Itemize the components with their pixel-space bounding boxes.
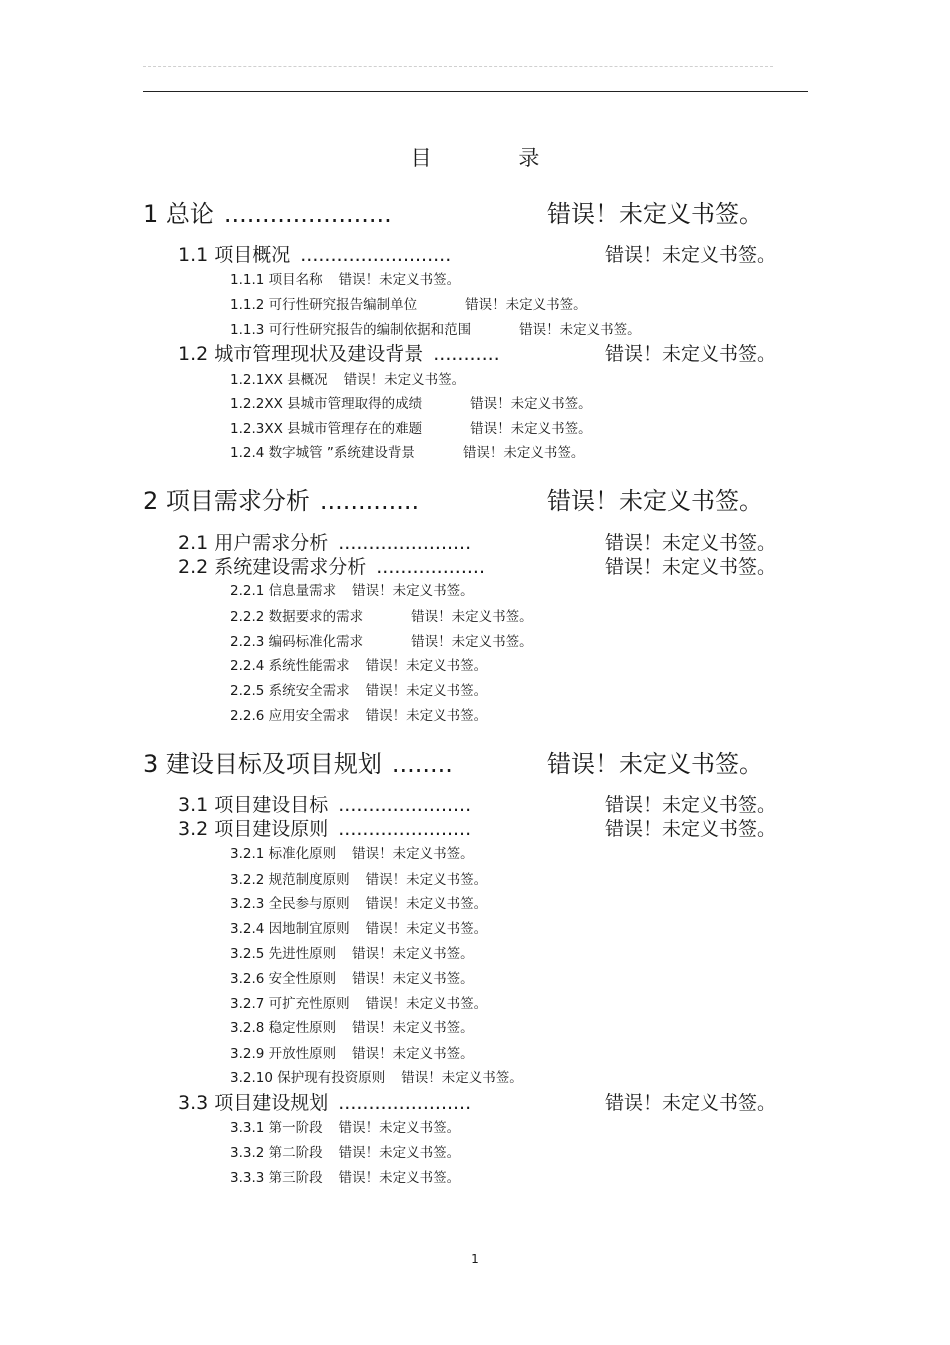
page-number: 1 — [471, 1252, 479, 1266]
toc-page-ref: 错误！未定义书签。 — [411, 609, 533, 625]
toc-entry-3-2-8[interactable] — [230, 1022, 474, 1036]
toc-entry-3-2-3[interactable] — [230, 898, 487, 912]
toc-page-ref: 错误！未定义书签。 — [352, 971, 474, 987]
toc-entry-3-2-5[interactable] — [230, 948, 474, 962]
toc-page-ref: 错误！未定义书签。 — [365, 708, 488, 724]
toc-entry-2-2-4[interactable] — [230, 660, 487, 674]
toc-page-ref: 错误！未定义书签。 — [547, 487, 763, 515]
toc-leader-dots: ...................... — [338, 532, 472, 554]
toc-entry-label: 3.2.5 先进性原则 — [230, 946, 337, 962]
toc-entry-3-3[interactable] — [178, 1092, 777, 1114]
toc-page-ref: 错误！未定义书签。 — [352, 846, 474, 862]
toc-page-ref: 错误！未定义书签。 — [547, 750, 763, 778]
toc-leader-dots: ...................... — [338, 794, 472, 816]
toc-entry-3-3-2[interactable] — [230, 1147, 460, 1161]
toc-leader-dots: .................. — [376, 556, 485, 578]
toc-entry-3[interactable] — [143, 750, 763, 778]
toc-entry-label: 1.2.2XX 县城市管理取得的成绩 — [230, 396, 423, 412]
toc-page-ref: 错误！未定义书签。 — [605, 794, 777, 816]
toc-entry-label: 1 总论 — [143, 200, 214, 228]
toc-entry-label: 2.2.6 应用安全需求 — [230, 708, 350, 724]
toc-entry-3-2-6[interactable] — [230, 973, 474, 987]
toc-entry-label: 2.2.2 数据要求的需求 — [230, 609, 364, 625]
toc-entry-2-2-5[interactable] — [230, 685, 487, 699]
toc-entry-1-1-3[interactable] — [230, 324, 641, 338]
toc-page-ref: 错误！未定义书签。 — [401, 1070, 523, 1086]
toc-entry-3-2-2[interactable] — [230, 874, 487, 888]
toc-page-ref: 错误！未定义书签。 — [605, 818, 777, 840]
toc-page-ref: 错误！未定义书签。 — [352, 583, 474, 599]
toc-page-ref: 错误！未定义书签。 — [605, 1092, 777, 1114]
toc-page-ref: 错误！未定义书签。 — [605, 556, 777, 578]
toc-entry-label: 3.2.3 全民参与原则 — [230, 896, 350, 912]
toc-entry-label: 1.1.1 项目名称 — [230, 272, 323, 288]
toc-page-ref: 错误！未定义书签。 — [519, 322, 641, 338]
toc-page-ref: 错误！未定义书签。 — [465, 297, 587, 313]
toc-entry-3-3-1[interactable] — [230, 1122, 460, 1136]
toc-page-ref: 错误！未定义书签。 — [470, 421, 592, 437]
toc-entry-2-2-3[interactable] — [230, 636, 533, 650]
toc-page-ref: 错误！未定义书签。 — [411, 634, 533, 650]
toc-entry-label: 3 建设目标及项目规划 — [143, 750, 382, 778]
toc-page-ref: 错误！未定义书签。 — [605, 244, 777, 266]
header-dotted-line — [143, 66, 773, 67]
toc-entry-3-2-10[interactable] — [230, 1072, 523, 1086]
toc-page-ref: 错误！未定义书签。 — [547, 200, 763, 228]
toc-leader-dots: ............. — [319, 487, 420, 515]
toc-entry-label: 3.3.3 第三阶段 — [230, 1170, 323, 1186]
toc-entry-label: 3.3.1 第一阶段 — [230, 1120, 323, 1136]
toc-title: 目 录 — [410, 146, 580, 170]
toc-leader-dots: ...................... — [338, 818, 472, 840]
toc-entry-3-2-4[interactable] — [230, 923, 487, 937]
toc-page-ref: 错误！未定义书签。 — [352, 946, 474, 962]
toc-page-ref: 错误！未定义书签。 — [365, 658, 488, 674]
toc-entry-2-2-1[interactable] — [230, 585, 474, 599]
toc-entry-label: 1.2 城市管理现状及建设背景 — [178, 343, 424, 365]
toc-page-ref: 错误！未定义书签。 — [462, 445, 585, 461]
toc-entry-1-2[interactable] — [178, 343, 777, 365]
toc-page-ref: 错误！未定义书签。 — [338, 1145, 461, 1161]
toc-entry-label: 3.2.9 开放性原则 — [230, 1046, 337, 1062]
toc-entry-2-2-6[interactable] — [230, 710, 487, 724]
toc-entry-3-2-7[interactable] — [230, 998, 487, 1012]
toc-page-ref: 错误！未定义书签。 — [352, 1020, 474, 1036]
toc-entry-label: 3.2 项目建设原则 — [178, 818, 329, 840]
toc-entry-3-1[interactable] — [178, 794, 777, 816]
toc-page-ref: 错误！未定义书签。 — [365, 683, 488, 699]
toc-page-ref: 错误！未定义书签。 — [338, 1120, 461, 1136]
toc-page-ref: 错误！未定义书签。 — [605, 343, 777, 365]
toc-leader-dots: ...................... — [223, 200, 392, 228]
toc-entry-label: 1.1.3 可行性研究报告的编制依据和范围 — [230, 322, 472, 338]
toc-entry-3-2[interactable] — [178, 818, 777, 840]
toc-entry-label: 3.2.6 安全性原则 — [230, 971, 337, 987]
toc-entry-3-3-3[interactable] — [230, 1172, 460, 1186]
toc-entry-1[interactable] — [143, 200, 763, 228]
toc-leader-dots: ........... — [433, 343, 500, 365]
toc-entry-1-2-1[interactable] — [230, 374, 465, 388]
toc-entry-label: 3.1 项目建设目标 — [178, 794, 329, 816]
toc-entry-label: 2 项目需求分析 — [143, 487, 310, 515]
toc-page-ref: 错误！未定义书签。 — [338, 272, 461, 288]
toc-entry-label: 2.1 用户需求分析 — [178, 532, 329, 554]
toc-entry-label: 2.2.3 编码标准化需求 — [230, 634, 364, 650]
toc-entry-label: 2.2.5 系统安全需求 — [230, 683, 350, 699]
toc-entry-2-1[interactable] — [178, 532, 777, 554]
toc-page-ref: 错误！未定义书签。 — [365, 996, 488, 1012]
toc-entry-label: 2.2.4 系统性能需求 — [230, 658, 350, 674]
toc-entry-1-1[interactable] — [178, 244, 777, 266]
toc-entry-2[interactable] — [143, 487, 763, 515]
toc-entry-label: 1.1 项目概况 — [178, 244, 291, 266]
toc-leader-dots: ......................... — [300, 244, 452, 266]
toc-leader-dots: ...................... — [338, 1092, 472, 1114]
header-rule — [143, 91, 808, 92]
toc-page-ref: 错误！未定义书签。 — [338, 1170, 461, 1186]
toc-leader-dots: ........ — [391, 750, 453, 778]
toc-entry-1-1-1[interactable] — [230, 274, 460, 288]
toc-page-ref: 错误！未定义书签。 — [365, 896, 488, 912]
toc-entry-1-2-4[interactable] — [230, 447, 584, 461]
toc-entry-label: 3.2.4 因地制宜原则 — [230, 921, 350, 937]
toc-page-ref: 错误！未定义书签。 — [365, 921, 488, 937]
toc-entry-label: 3.2.1 标准化原则 — [230, 846, 337, 862]
toc-page-ref: 错误！未定义书签。 — [470, 396, 592, 412]
toc-entry-3-2-1[interactable] — [230, 848, 474, 862]
toc-entry-1-2-3[interactable] — [230, 423, 592, 437]
toc-entry-label: 3.2.2 规范制度原则 — [230, 872, 350, 888]
toc-page-ref: 错误！未定义书签。 — [605, 532, 777, 554]
toc-entry-2-2-2[interactable] — [230, 611, 533, 625]
toc-entry-label: 1.2.4 数字城管 ”系统建设背景 — [230, 445, 415, 461]
toc-entry-label: 3.3 项目建设规划 — [178, 1092, 329, 1114]
toc-entry-1-1-2[interactable] — [230, 299, 587, 313]
toc-entry-3-2-9[interactable] — [230, 1048, 474, 1062]
toc-page-ref: 错误！未定义书签。 — [343, 372, 466, 388]
toc-entry-label: 2.2 系统建设需求分析 — [178, 556, 367, 578]
toc-entry-label: 3.3.2 第二阶段 — [230, 1145, 323, 1161]
toc-entry-label: 1.2.3XX 县城市管理存在的难题 — [230, 421, 423, 437]
toc-entry-2-2[interactable] — [178, 556, 777, 578]
toc-page-ref: 错误！未定义书签。 — [352, 1046, 474, 1062]
toc-entry-label: 3.2.10 保护现有投资原则 — [230, 1070, 386, 1086]
toc-entry-label: 1.1.2 可行性研究报告编制单位 — [230, 297, 418, 313]
toc-page-ref: 错误！未定义书签。 — [365, 872, 488, 888]
toc-entry-label: 1.2.1XX 县概况 — [230, 372, 328, 388]
toc-entry-1-2-2[interactable] — [230, 398, 592, 412]
toc-entry-label: 3.2.7 可扩充性原则 — [230, 996, 350, 1012]
toc-entry-label: 2.2.1 信息量需求 — [230, 583, 337, 599]
toc-entry-label: 3.2.8 稳定性原则 — [230, 1020, 337, 1036]
